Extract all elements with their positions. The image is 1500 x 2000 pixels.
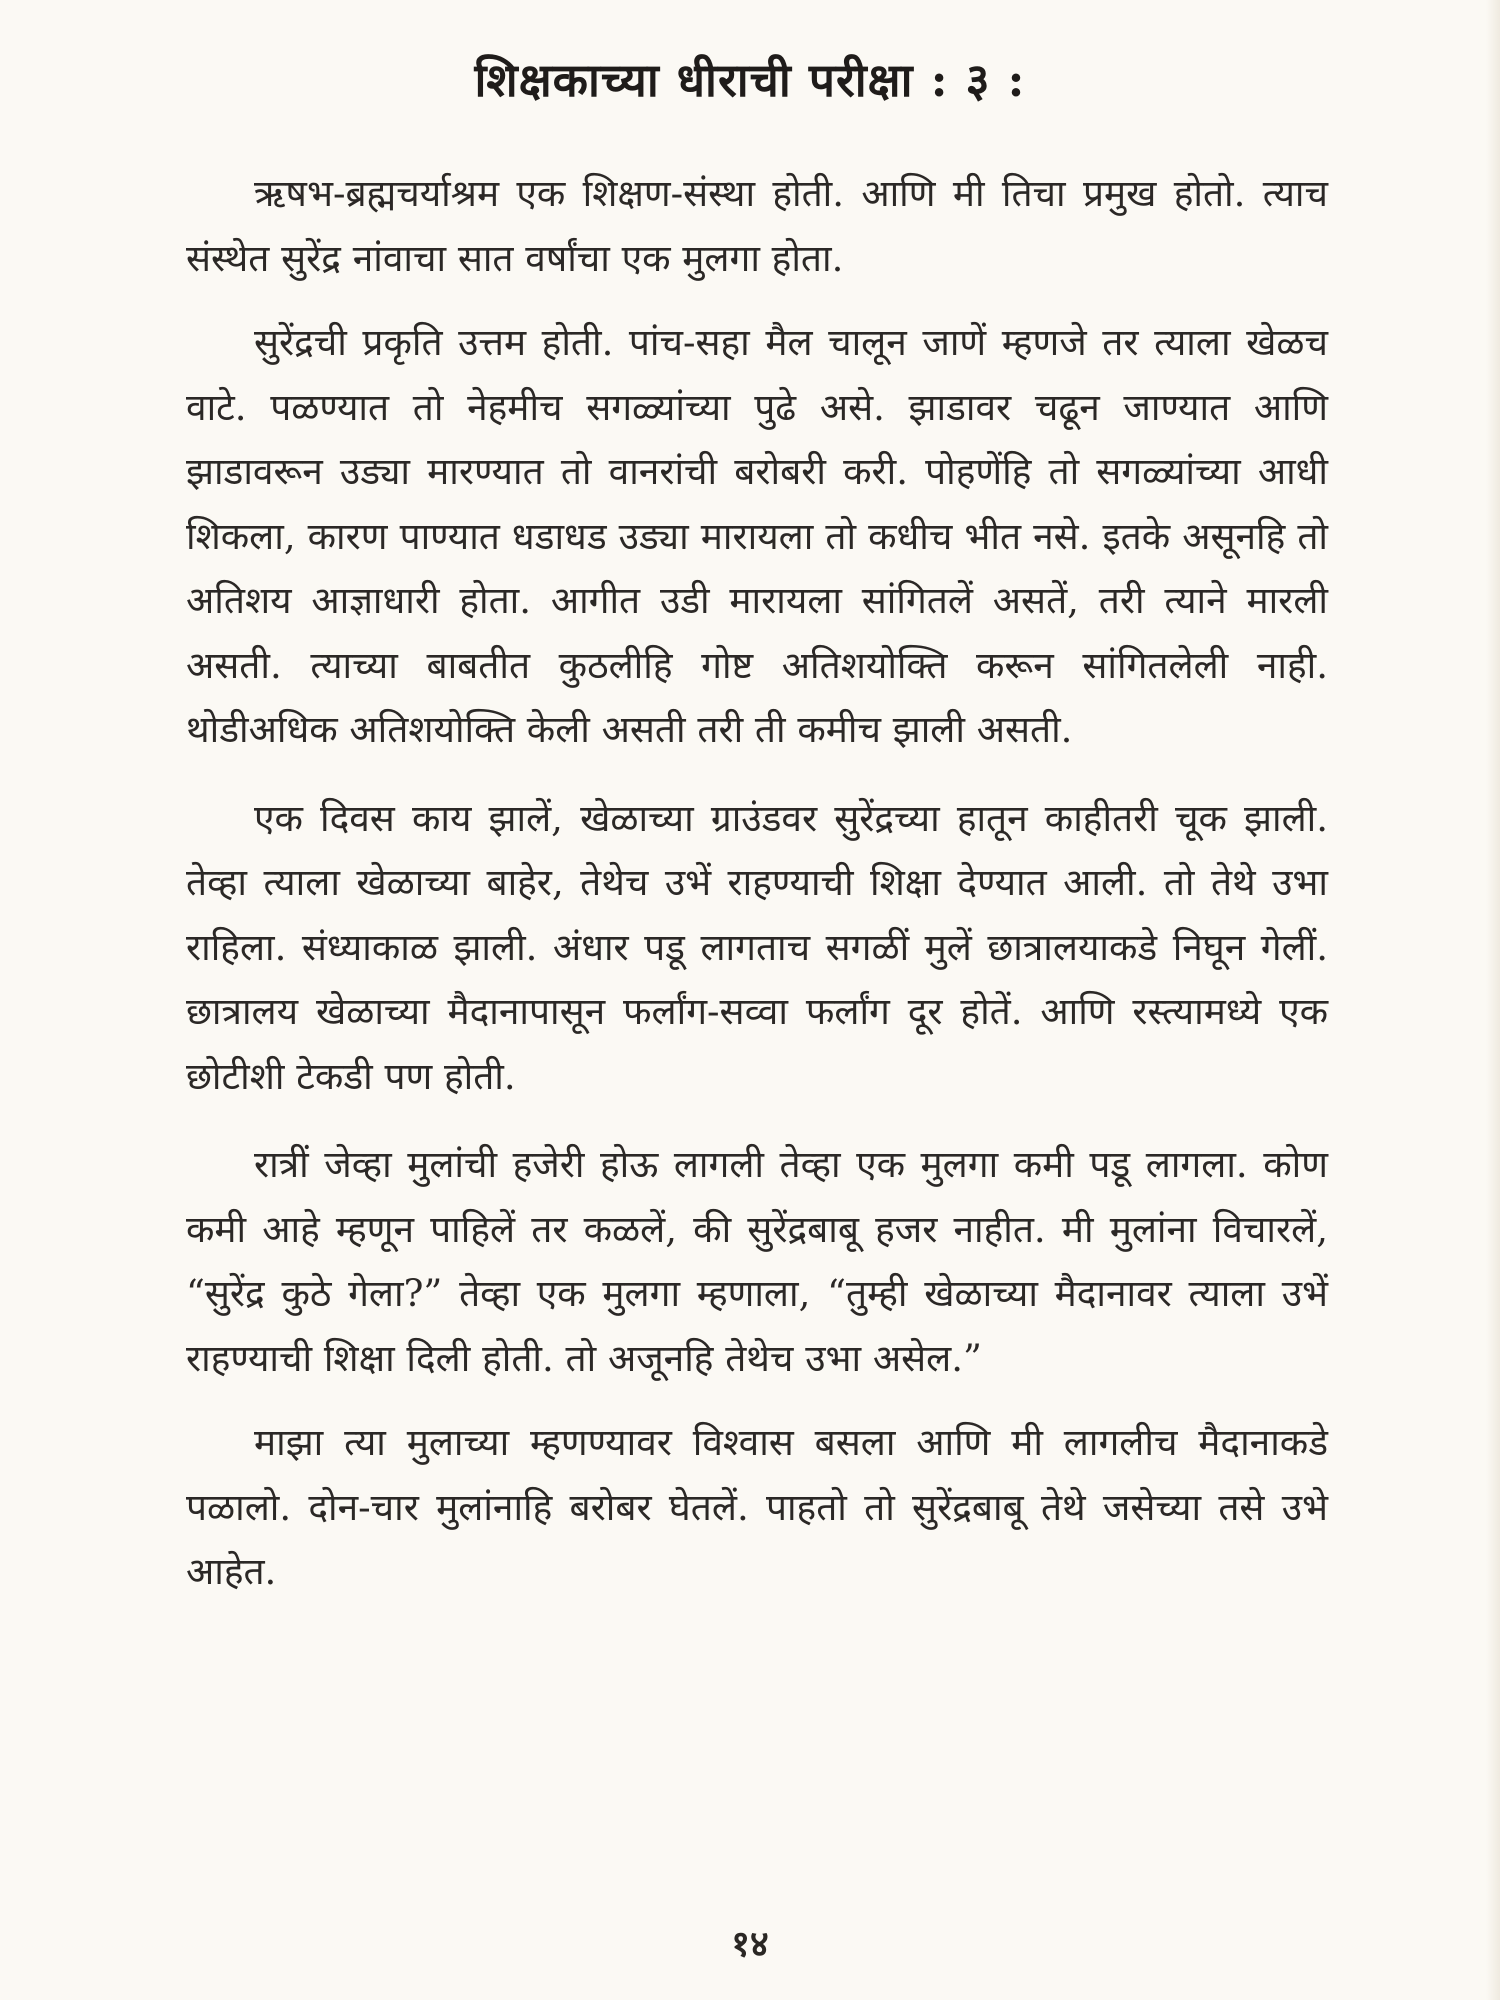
paragraph: सुरेंद्रची प्रकृति उत्तम होती. पांच-सहा मैल चालून जाणें म्हणजे तर त्याला खेळच वाटे. पळण्यात तो नेहमीच सगळ्यांच्या पुढे असे. झाडावर चढून जाण्यात आणि झाडावरून उड्या मारण्यात तो वानरांची बरोबरी करी. पोहणेंहि तो सगळ्यांच्या आधी शिकला, कारण पाण्यात धडाधड उड्या मारायला तो कधीच भीत नसे. इतके असूनहि तो अतिशय आज्ञाधारी होता. आगीत उडी मारायला सांगितलें असतें, तरी त्याने मारली असती. त्याच्या बाबतीत कुठलीहि गोष्ट अतिशयोक्ति करून सांगितलेली नाही. थोडीअधिक अतिशयोक्ति केली असती तरी ती कमीच झाली असती. bbox=[186, 321, 1328, 751]
page-edge-shadow bbox=[1486, 0, 1500, 2000]
paragraph: एक दिवस काय झालें, खेळाच्या ग्राउंडवर सुरेंद्रच्या हातून काहीतरी चूक झाली. तेव्हा त्याला खेळाच्या बाहेर, तेथेच उभें राहण्याची शिक्षा देण्यात आली. तो तेथे उभा राहिला. संध्याकाळ झाली. अंधार पडू लागताच सगळीं मुलें छात्रालयाकडे निघून गेलीं. छात्रालय खेळाच्या मैदानापासून फर्लांग-सव्वा फर्लांग दूर होतें. आणि रस्त्यामध्ये एक छोटीशी टेकडी पण होती. bbox=[186, 796, 1328, 1098]
paragraph: ऋषभ-ब्रह्मचर्याश्रम एक शिक्षण-संस्था होती. आणि मी तिचा प्रमुख होतो. त्याच संस्थेत सुरेंद्र नांवाचा सात वर्षांचा एक मुलगा होता. bbox=[186, 172, 1328, 280]
paragraph: माझा त्या मुलाच्या म्हणण्यावर विश्वास बसला आणि मी लागलीच मैदानाकडे पळालो. दोन-चार मुलांनाहि बरोबर घेतलें. पाहतो तो सुरेंद्रबाबू तेथे जसेच्या तसे उभे आहेत. bbox=[186, 1421, 1328, 1593]
page-number: १४ bbox=[731, 1923, 769, 1965]
page-title: शिक्षकाच्या धीराची परीक्षा : ३ : bbox=[474, 53, 1026, 107]
body-text bbox=[186, 162, 1328, 1625]
paragraph: रात्रीं जेव्हा मुलांची हजेरी होऊ लागली तेव्हा एक मुलगा कमी पडू लागला. कोण कमी आहे म्हणून पाहिलें तर कळलें, की सुरेंद्रबाबू हजर नाहीत. मी मुलांना विचारलें, “सुरेंद्र कुठे गेला?” तेव्हा एक मुलगा म्हणाला, “तुम्ही खेळाच्या मैदानावर त्याला उभें राहण्याची शिक्षा दिली होती. तो अजूनहि तेथेच उभा असेल.” bbox=[186, 1143, 1328, 1380]
